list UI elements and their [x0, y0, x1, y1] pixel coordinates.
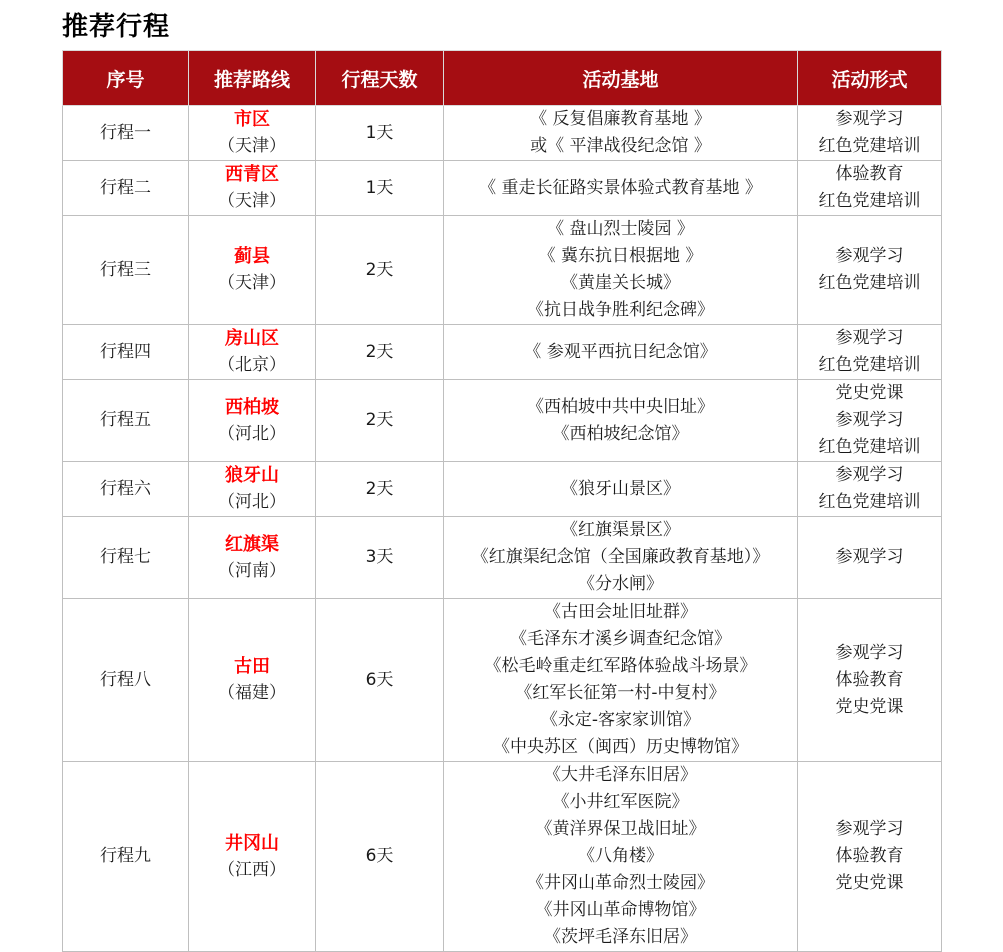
- itinerary-index: 行程三: [63, 216, 189, 325]
- activity-base: 《大井毛泽东旧居》: [544, 765, 697, 785]
- activity-base: 《西柏坡纪念馆》: [552, 423, 689, 444]
- route-name: 红旗渠: [225, 533, 279, 555]
- route-region: （河北）: [218, 423, 286, 444]
- activity-form: 体验教育: [835, 846, 904, 866]
- activity-form: 参观学习: [835, 328, 904, 348]
- activity-forms-cell: [798, 762, 942, 952]
- activity-base: 《毛泽东才溪乡调查纪念馆》: [510, 629, 731, 649]
- activity-bases-cell: [444, 462, 798, 517]
- activity-bases-cell: [444, 762, 798, 952]
- activity-base: 《狼牙山景区》: [561, 478, 680, 499]
- route-name: 蓟县: [234, 246, 270, 267]
- activity-form: 体验教育: [835, 164, 904, 184]
- activity-base: 《古田会址旧址群》: [544, 602, 697, 622]
- activity-form: 党史党课: [835, 696, 904, 717]
- activity-base: 《井冈山革命博物馆》: [535, 900, 706, 920]
- trip-days: 2天: [316, 325, 444, 380]
- route-cell: [189, 599, 316, 762]
- activity-form: 参观学习: [835, 547, 904, 567]
- activity-base: 《西柏坡中共中央旧址》: [527, 396, 714, 417]
- table-row: [63, 517, 942, 599]
- trip-days: 3天: [316, 517, 444, 599]
- route-name: 古田: [234, 656, 270, 677]
- route-region: （天津）: [218, 136, 286, 156]
- activity-bases-cell: [444, 517, 798, 599]
- activity-base: 《抗日战争胜利纪念碑》: [527, 300, 714, 320]
- route-cell: [189, 462, 316, 517]
- activity-base: 或《 平津战役纪念馆 》: [530, 136, 711, 156]
- activity-base: 《 盘山烈士陵园 》: [547, 219, 694, 239]
- activity-form: 红色党建培训: [818, 355, 921, 375]
- header-index: 序号: [63, 51, 189, 106]
- activity-base: 《八角楼》: [578, 846, 663, 866]
- itinerary-table: [62, 50, 942, 952]
- route-cell: [189, 325, 316, 380]
- route-cell: [189, 161, 316, 216]
- trip-days: 6天: [316, 599, 444, 762]
- table-header-row: [63, 51, 942, 106]
- route-name: 西青区: [225, 164, 279, 185]
- route-cell: [189, 762, 316, 952]
- activity-form: 红色党建培训: [818, 492, 921, 512]
- activity-forms-cell: [798, 517, 942, 599]
- table-row: [63, 462, 942, 517]
- header-route: 推荐路线: [189, 51, 316, 106]
- activity-form: 参观学习: [835, 465, 904, 485]
- route-region: （天津）: [218, 273, 286, 293]
- itinerary-index: 行程七: [63, 517, 189, 599]
- activity-forms-cell: [798, 216, 942, 325]
- itinerary-index: 行程一: [63, 106, 189, 161]
- table-row: [63, 599, 942, 762]
- activity-bases-cell: [444, 216, 798, 325]
- trip-days: 2天: [316, 216, 444, 325]
- itinerary-index: 行程八: [63, 599, 189, 762]
- header-bases: 活动基地: [444, 51, 798, 106]
- route-region: （河南）: [218, 560, 286, 581]
- trip-days: 1天: [316, 106, 444, 161]
- itinerary-index: 行程二: [63, 161, 189, 216]
- route-cell: [189, 216, 316, 325]
- activity-bases-cell: [444, 599, 798, 762]
- activity-form: 参观学习: [835, 819, 904, 839]
- activity-base: 《分水闸》: [578, 574, 663, 594]
- activity-base: 《 参观平西抗日纪念馆》: [524, 341, 717, 362]
- route-name: 井冈山: [225, 832, 279, 854]
- route-name: 市区: [234, 109, 270, 130]
- activity-base: 《井冈山革命烈士陵园》: [527, 873, 714, 893]
- activity-base: 《红旗渠景区》: [561, 520, 680, 540]
- activity-forms-cell: [798, 161, 942, 216]
- route-cell: [189, 106, 316, 161]
- activity-base: 《 反复倡廉教育基地 》: [530, 109, 711, 129]
- route-name: 狼牙山: [225, 465, 279, 486]
- activity-base: 《红军长征第一村-中复村》: [515, 683, 726, 703]
- activity-bases-cell: [444, 106, 798, 161]
- activity-form: 红色党建培训: [818, 273, 921, 293]
- route-region: （福建）: [218, 683, 286, 703]
- route-region: （江西）: [218, 859, 286, 880]
- activity-forms-cell: [798, 599, 942, 762]
- activity-form: 参观学习: [835, 410, 904, 430]
- itinerary-index: 行程九: [63, 762, 189, 952]
- activity-bases-cell: [444, 380, 798, 462]
- activity-forms-cell: [798, 380, 942, 462]
- activity-form: 红色党建培训: [818, 136, 921, 156]
- itinerary-index: 行程六: [63, 462, 189, 517]
- activity-base: 《松毛岭重走红军路体验战斗场景》: [484, 656, 757, 676]
- activity-form: 红色党建培训: [818, 437, 921, 457]
- activity-bases-cell: [444, 161, 798, 216]
- activity-form: 参观学习: [835, 246, 904, 266]
- trip-days: 6天: [316, 762, 444, 952]
- activity-base: 《黄洋界保卫战旧址》: [535, 819, 706, 839]
- activity-form: 党史党课: [835, 873, 904, 893]
- route-cell: [189, 517, 316, 599]
- activity-forms-cell: [798, 462, 942, 517]
- trip-days: 1天: [316, 161, 444, 216]
- activity-base: 《 重走长征路实景体验式教育基地 》: [479, 177, 762, 198]
- activity-base: 《 冀东抗日根据地 》: [538, 246, 703, 266]
- route-region: （河北）: [218, 492, 286, 512]
- route-name: 西柏坡: [225, 396, 279, 418]
- page-title: 推荐行程: [62, 12, 171, 42]
- trip-days: 2天: [316, 462, 444, 517]
- table-row: [63, 380, 942, 462]
- table-body: [63, 106, 942, 952]
- activity-base: 《黄崖关长城》: [561, 273, 680, 293]
- table-row: [63, 161, 942, 216]
- route-cell: [189, 380, 316, 462]
- activity-base: 《红旗渠纪念馆（全国廉政教育基地）》: [471, 547, 770, 567]
- activity-base: 《永定-客家家训馆》: [540, 710, 701, 730]
- activity-base: 《中央苏区（闽西）历史博物馆》: [493, 737, 748, 757]
- header-days: 行程天数: [316, 51, 444, 106]
- itinerary-index: 行程四: [63, 325, 189, 380]
- route-region: （天津）: [218, 191, 286, 211]
- activity-forms-cell: [798, 106, 942, 161]
- activity-base: 《茨坪毛泽东旧居》: [544, 927, 697, 947]
- activity-bases-cell: [444, 325, 798, 380]
- table-row: [63, 762, 942, 952]
- route-name: 房山区: [225, 328, 279, 349]
- header-forms: 活动形式: [798, 51, 942, 106]
- activity-base: 《小井红军医院》: [552, 792, 689, 812]
- table-row: [63, 325, 942, 380]
- table-row: [63, 216, 942, 325]
- trip-days: 2天: [316, 380, 444, 462]
- activity-forms-cell: [798, 325, 942, 380]
- table-row: [63, 106, 942, 161]
- activity-form: 体验教育: [835, 669, 904, 690]
- activity-form: 红色党建培训: [818, 191, 921, 211]
- activity-form: 党史党课: [835, 383, 904, 403]
- activity-form: 参观学习: [835, 642, 904, 663]
- itinerary-index: 行程五: [63, 380, 189, 462]
- activity-form: 参观学习: [835, 109, 904, 129]
- route-region: （北京）: [218, 355, 286, 375]
